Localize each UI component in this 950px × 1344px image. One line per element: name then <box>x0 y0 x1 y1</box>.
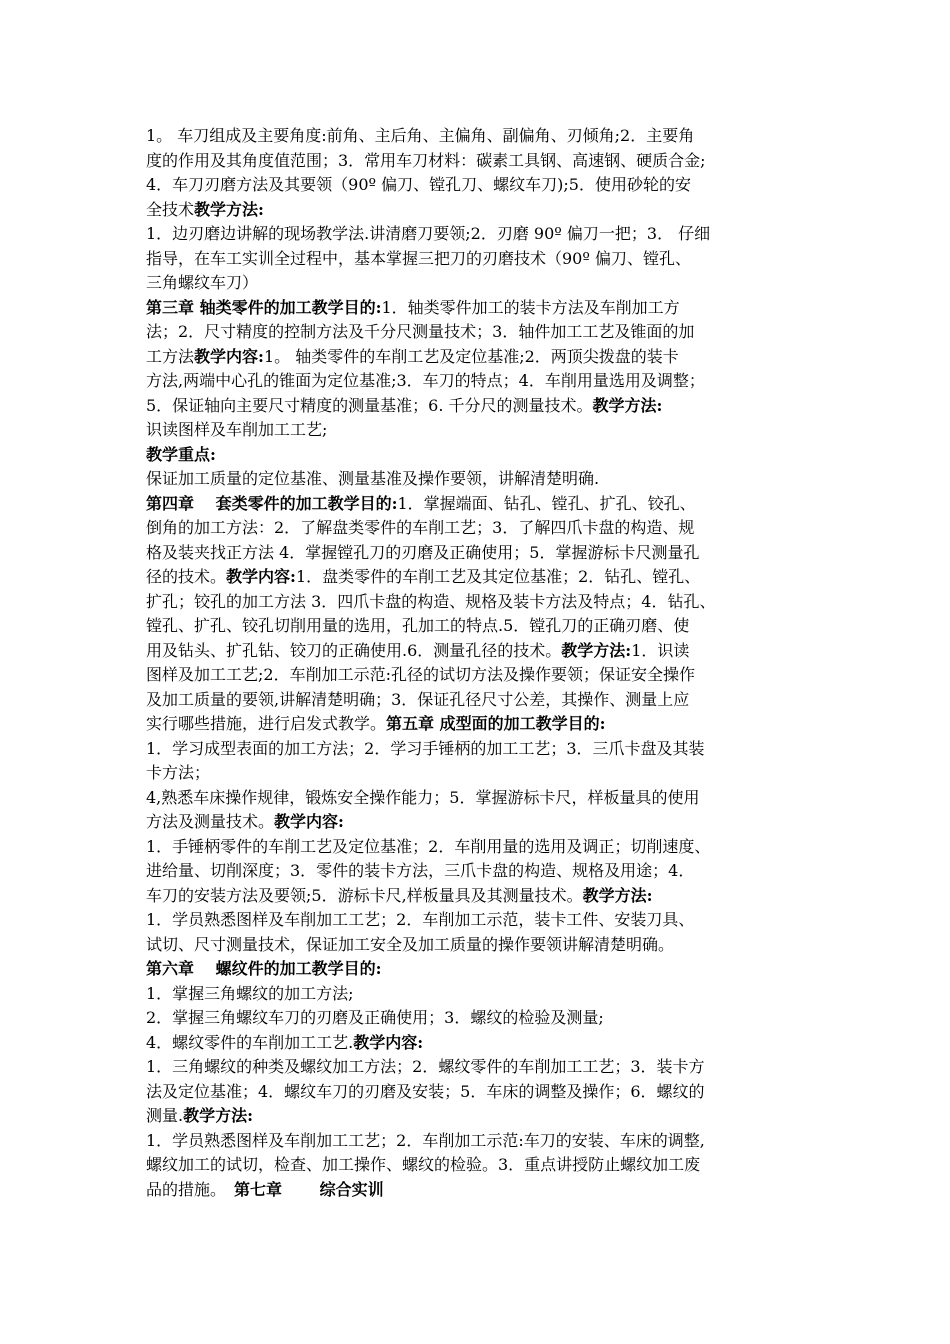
bold-heading-text: 教学方法: <box>561 640 632 660</box>
text-line <box>146 1104 818 1129</box>
body-text: 1．学习成型表面的加工方法；2．学习手锤柄的加工工艺；3．三爪卡盘及其装 <box>146 738 705 758</box>
body-text: 径的技术。 <box>146 567 227 586</box>
body-text: 用及钻头、扩孔钻、铰刀的正确使用.6．测量孔径的技术。 <box>146 640 562 660</box>
body-text: 1．识读 <box>631 640 690 660</box>
body-text: 1．盘类零件的车削工艺及其定位基准；2．钻孔、镗孔、 <box>295 567 701 586</box>
text-line <box>146 467 818 492</box>
text-line <box>146 173 818 198</box>
text-line <box>146 1129 818 1154</box>
body-text: 图样及加工工艺;2．车削加工示范:孔径的试切方法及操作要领；保证安全操作 <box>146 665 695 684</box>
text-line <box>146 198 818 223</box>
text-line <box>146 369 818 394</box>
bold-heading-text: 教学方法: <box>183 1106 254 1125</box>
text-line <box>146 1006 818 1031</box>
body-text: 方法,两端中心孔的锥面为定位基准;3．车刀的特点；4．车削用量选用及调整； <box>146 371 705 390</box>
body-text: 2．掌握三角螺纹车刀的刃磨及正确使用；3．螺纹的检验及测量; <box>146 1008 604 1027</box>
text-line <box>146 1031 818 1056</box>
text-line <box>146 1178 818 1203</box>
bold-heading-text: 教学重点: <box>146 444 216 464</box>
bold-heading-text: 教学内容: <box>194 346 264 366</box>
text-line <box>146 271 818 296</box>
body-text: 及加工质量的要领,讲解清楚明确；3．保证孔径尺寸公差，其操作、测量上应 <box>146 689 690 709</box>
text-line <box>146 859 818 884</box>
bold-heading-text: 教学内容: <box>226 567 296 586</box>
text-line <box>146 222 818 247</box>
body-text: 4．车刀刃磨方法及其要领（90º 偏刀、镗孔刀、螺纹车刀);5．使用砂轮的安 <box>146 175 691 194</box>
text-line <box>146 957 818 982</box>
text-line <box>146 418 818 443</box>
body-text: 进给量、切削深度；3．零件的装卡方法，三爪卡盘的构造、规格及用途；4． <box>146 861 695 880</box>
body-text: 测量. <box>146 1106 184 1125</box>
text-line <box>146 982 818 1007</box>
text-line <box>146 443 818 468</box>
body-text: 4．螺纹零件的车削加工工艺. <box>146 1032 354 1052</box>
body-text: 法及定位基准；4．螺纹车刀的刃磨及安装；5．车床的调整及操作；6．螺纹的 <box>146 1081 705 1101</box>
body-text: 三角螺纹车刀） <box>146 273 259 292</box>
bold-heading-text: 教学内容: <box>274 812 344 831</box>
text-line <box>146 541 818 566</box>
bold-heading-text: 第六章 螺纹件的加工教学目的: <box>146 959 382 978</box>
body-text: 扩孔；铰孔的加工方法 3．四爪卡盘的构造、规格及装卡方法及特点；4．钻孔、 <box>146 591 716 611</box>
text-line <box>146 786 818 811</box>
body-text: 工方法 <box>146 346 195 366</box>
body-text: 镗孔、扩孔、铰孔切削用量的选用，孔加工的特点.5．镗孔刀的正确刃磨、使 <box>146 616 690 635</box>
body-text: 实行哪些措施，进行启发式教学。 <box>146 714 387 733</box>
text-line <box>146 565 818 590</box>
document-body <box>146 124 818 1202</box>
text-line <box>146 1080 818 1105</box>
bold-heading-text: 第三章 轴类零件的加工教学目的: <box>146 297 382 317</box>
text-line <box>146 1153 818 1178</box>
bold-heading-text: 第五章 成型面的加工教学目的: <box>386 714 606 733</box>
body-text: 试切、尺寸测量技术，保证加工安全及加工质量的操作要领讲解清楚明确。 <box>146 934 675 954</box>
text-line <box>146 516 818 541</box>
text-line <box>146 688 818 713</box>
text-line <box>146 296 818 321</box>
body-text: 卡方法； <box>146 763 211 782</box>
text-line <box>146 345 818 370</box>
text-line <box>146 149 818 174</box>
text-line <box>146 737 818 762</box>
body-text: 方法及测量技术。 <box>146 812 275 831</box>
body-text: 1．掌握三角螺纹的加工方法; <box>146 983 354 1003</box>
bold-heading-text: 第四章 套类零件的加工教学目的: <box>146 493 398 513</box>
text-line <box>146 247 818 272</box>
body-text: 全技术 <box>146 199 195 219</box>
body-text: 度的作用及其角度值范围；3．常用车刀材料：碳素工具钢、高速钢、硬质合金; <box>146 150 706 170</box>
text-line <box>146 590 818 615</box>
text-line <box>146 492 818 517</box>
bold-heading-text: 教学方法: <box>592 395 663 415</box>
text-line <box>146 810 818 835</box>
body-text: 识读图样及车削加工工艺; <box>146 420 328 439</box>
text-line <box>146 712 818 737</box>
text-line <box>146 663 818 688</box>
body-text: 倒角的加工方法：2．了解盘类零件的车削工艺；3．了解四爪卡盘的构造、规 <box>146 518 695 537</box>
text-line <box>146 908 818 933</box>
body-text: 品的措施。 <box>146 1179 235 1199</box>
body-text: 5．保证轴向主要尺寸精度的测量基准；6. 千分尺的测量技术。 <box>146 395 593 415</box>
body-text: 1．轴类零件加工的装卡方法及车削加工方 <box>381 297 680 317</box>
body-text: 保证加工质量的定位基准、测量基准及操作要领，讲解清楚明确. <box>146 469 600 488</box>
text-line <box>146 884 818 909</box>
body-text: 1．手锤柄零件的车削工艺及定位基准；2．车削用量的选用及调正；切削速度、 <box>146 836 711 856</box>
text-line <box>146 1055 818 1080</box>
body-text: 1．学员熟悉图样及车削加工工艺；2．车削加工示范，装卡工件、安装刀具、 <box>146 910 695 929</box>
body-text: 1．学员熟悉图样及车削加工工艺；2．车削加工示范:车刀的安装、车床的调整, <box>146 1130 705 1150</box>
bold-heading-text: 教学内容: <box>353 1032 424 1052</box>
body-text: 螺纹加工的试切，检查、加工操作、螺纹的检验。3．重点讲授防止螺纹加工废 <box>146 1155 701 1174</box>
body-text: 1．边刃磨边讲解的现场教学法.讲清磨刀要领;2．刃磨 90º 偏刀一把；3． 仔细 <box>146 224 711 243</box>
body-text: 1．三角螺纹的种类及螺纹加工方法；2．螺纹零件的车削加工工艺；3．装卡方 <box>146 1057 705 1076</box>
body-text: 4,熟悉车床操作规律，锻炼安全操作能力；5．掌握游标卡尺，样板量具的使用 <box>146 787 700 807</box>
body-text: 指导，在车工实训全过程中，基本掌握三把刀的刃磨技术（90º 偏刀、镗孔、 <box>146 248 691 268</box>
text-line <box>146 835 818 860</box>
body-text: 法；2．尺寸精度的控制方法及千分尺测量技术；3．轴件加工工艺及锥面的加 <box>146 322 695 341</box>
text-line <box>146 639 818 664</box>
body-text: 车刀的安装方法及要领;5．游标卡尺,样板量具及其测量技术。 <box>146 885 583 905</box>
text-line <box>146 614 818 639</box>
bold-heading-text: 教学方法: <box>194 199 264 219</box>
text-line <box>146 761 818 786</box>
text-line <box>146 394 818 419</box>
body-text: 格及装夹找正方法 4．掌握镗孔刀的刃磨及正确使用；5．掌握游标卡尺测量孔 <box>146 542 700 562</box>
body-text: 1。 轴类零件的车削工艺及定位基准;2．两顶尖拨盘的装卡 <box>263 346 679 366</box>
body-text: 1．掌握端面、钻孔、镗孔、扩孔、铰孔、 <box>397 493 696 513</box>
text-line <box>146 124 818 149</box>
bold-heading-text: 教学方法: <box>582 885 653 905</box>
bold-heading-text: 第七章 综合实训 <box>234 1179 384 1199</box>
body-text: 1。 车刀组成及主要角度:前角、主后角、主偏角、副偏角、刃倾角;2．主要角 <box>146 126 695 145</box>
text-line <box>146 320 818 345</box>
text-line <box>146 933 818 958</box>
